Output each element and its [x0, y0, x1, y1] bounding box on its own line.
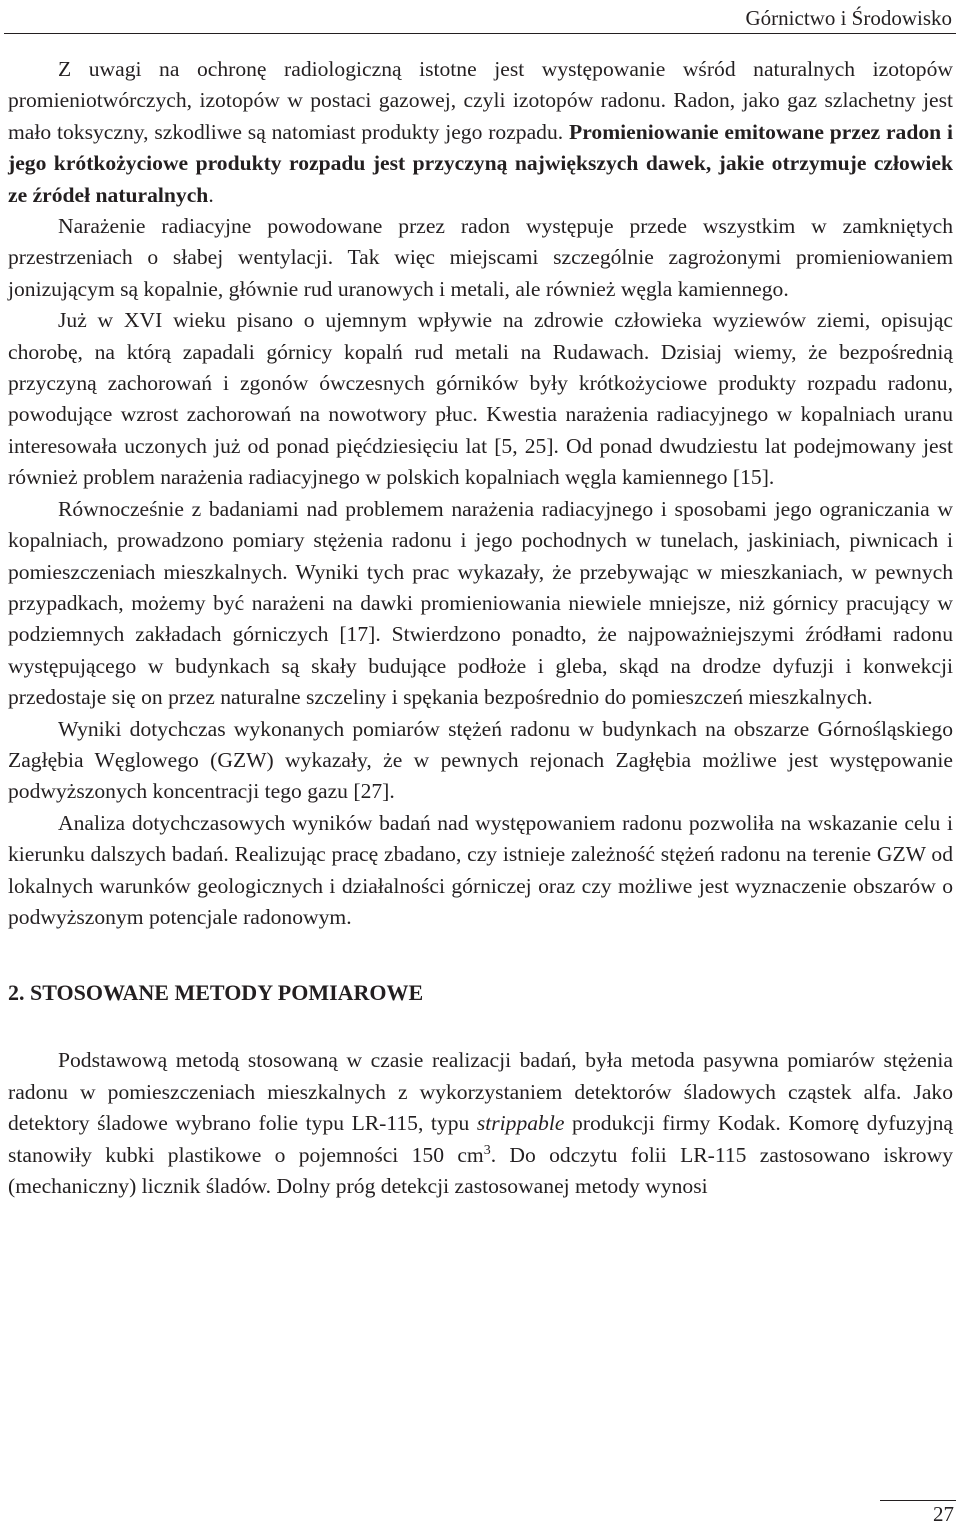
- paragraph-5: Wyniki dotychczas wykonanych pomiarów stężeń radonu w budynkach na obszarze Górnośląskiego Zagłębia Węglowego (GZW) wykazały, że w pewnych rejonach Zagłębia możliwe jest występowanie podwyższonych koncentracji tego gazu [27].: [8, 716, 953, 804]
- page-number: 27: [933, 1502, 954, 1526]
- running-header: Górnictwo i Środowisko: [745, 6, 952, 30]
- section-paragraph-1-text-c: . Do odczytu folii LR-115 zastosowano iskrowy (mechaniczny) licznik śladów. Dolny próg detekcji zastosowanej metody wynosi: [8, 1142, 953, 1198]
- paragraph-1-text: Z uwagi na ochronę radiologiczną istotne jest występowanie wśród naturalnych izotopów promieniotwórczych, izotopów w postaci gazowej, czyli izotopów radonu. Radon, jako gaz szlachetny jest mało toksyczny, szkodliwe są natomiast produkty jego rozpadu.: [8, 57, 953, 144]
- section-paragraph-1-italic: strippable: [476, 1111, 565, 1136]
- paragraph-1-end: .: [208, 182, 214, 207]
- section-paragraph-1-text-b: produkcji firmy Kodak. Komorę dyfuzyjną stanowiły kubki plastikowe o pojemności 150 cm: [8, 1111, 954, 1167]
- paragraph-1-bold-sentence: Promieniowanie emitowane przez radon i jego krótkożyciowe produkty rozpadu jest przyczyną największych dawek, jakie otrzymuje człowiek ze źródeł naturalnych: [8, 119, 953, 207]
- footer-rule: [880, 1500, 956, 1501]
- section-paragraph-1-superscript: 3: [483, 1142, 491, 1158]
- paragraph-1: [8, 54, 953, 211]
- section-paragraph-1: [8, 1045, 953, 1202]
- body-text: [8, 54, 953, 1202]
- section-paragraph-1-text-a: Podstawową metodą stosowaną w czasie realizacji badań, była metoda pasywna pomiarów stężenia radonu w pomieszczeniach mieszkalnych z wykorzystaniem detektorów śladowych cząstek alfa. Jako detektory śladowe wybrano folie typu LR-115, typu: [8, 1048, 953, 1136]
- paragraph-2: Narażenie radiacyjne powodowane przez radon występuje przede wszystkim w zamkniętych przestrzeniach o słabej wentylacji. Tak więc miejscami szczególnie zagrożonymi promieniowaniem jonizującym są kopalnie, głównie rud uranowych i metali, ale również węgla kamiennego.: [8, 214, 953, 301]
- header-rule: [4, 33, 956, 34]
- paragraph-3: Już w XVI wieku pisano o ujemnym wpływie na zdrowie człowieka wyziewów ziemi, opisując chorobę, na którą zapadali górnicy kopalń rud metali na Rudawach. Dzisiaj wiemy, że bezpośrednią przyczyną zachorowań i zgonów ówczesnych górników były krótkożyciowe produkty rozpadu radonu, powodujące wzrost zachorowań na nowotwory płuc. Kwestia narażenia radiacyjnego w kopalniach uranu interesowała uczonych już od ponad pięćdziesięciu lat [5, 25]. Od ponad dwudziestu lat podejmowany jest również problem narażenia radiacyjnego w polskich kopalniach węgla kamiennego [15].: [8, 308, 953, 490]
- section-heading: 2. STOSOWANE METODY POMIAROWE: [8, 980, 424, 1006]
- paragraph-4: Równocześnie z badaniami nad problemem narażenia radiacyjnego i sposobami jego ograniczania w kopalniach, prowadzono pomiary stężenia radonu i jego pochodnych w tunelach, jaskiniach, piwnicach i pomieszczeniach mieszkalnych. Wyniki tych prac wykazały, że przebywając w mieszkaniach, w pewnych przypadkach, możemy być narażeni na dawki promieniowania niewiele mniejsze, niż górnicy pracujący w podziemnych zakładach górniczych [17]. Stwierdzono ponadto, że najpoważniejszymi źródłami radonu występującego w budynkach są skały budujące podłoże i gleba, skąd na drodze dyfuzji i konwekcji przedostaje się on przez naturalne szczeliny i spękania bezpośrednio do pomieszczeń mieszkalnych.: [8, 496, 953, 710]
- paragraph-6: Analiza dotychczasowych wyników badań nad występowaniem radonu pozwoliła na wskazanie celu i kierunku dalszych badań. Realizując pracę zbadano, czy istnieje zależność stężeń radonu na terenie GZW od lokalnych warunków geologicznych i działalności górniczej oraz czy możliwe jest wyznaczenie obszarów o podwyższonym potencjale radonowym.: [8, 810, 953, 929]
